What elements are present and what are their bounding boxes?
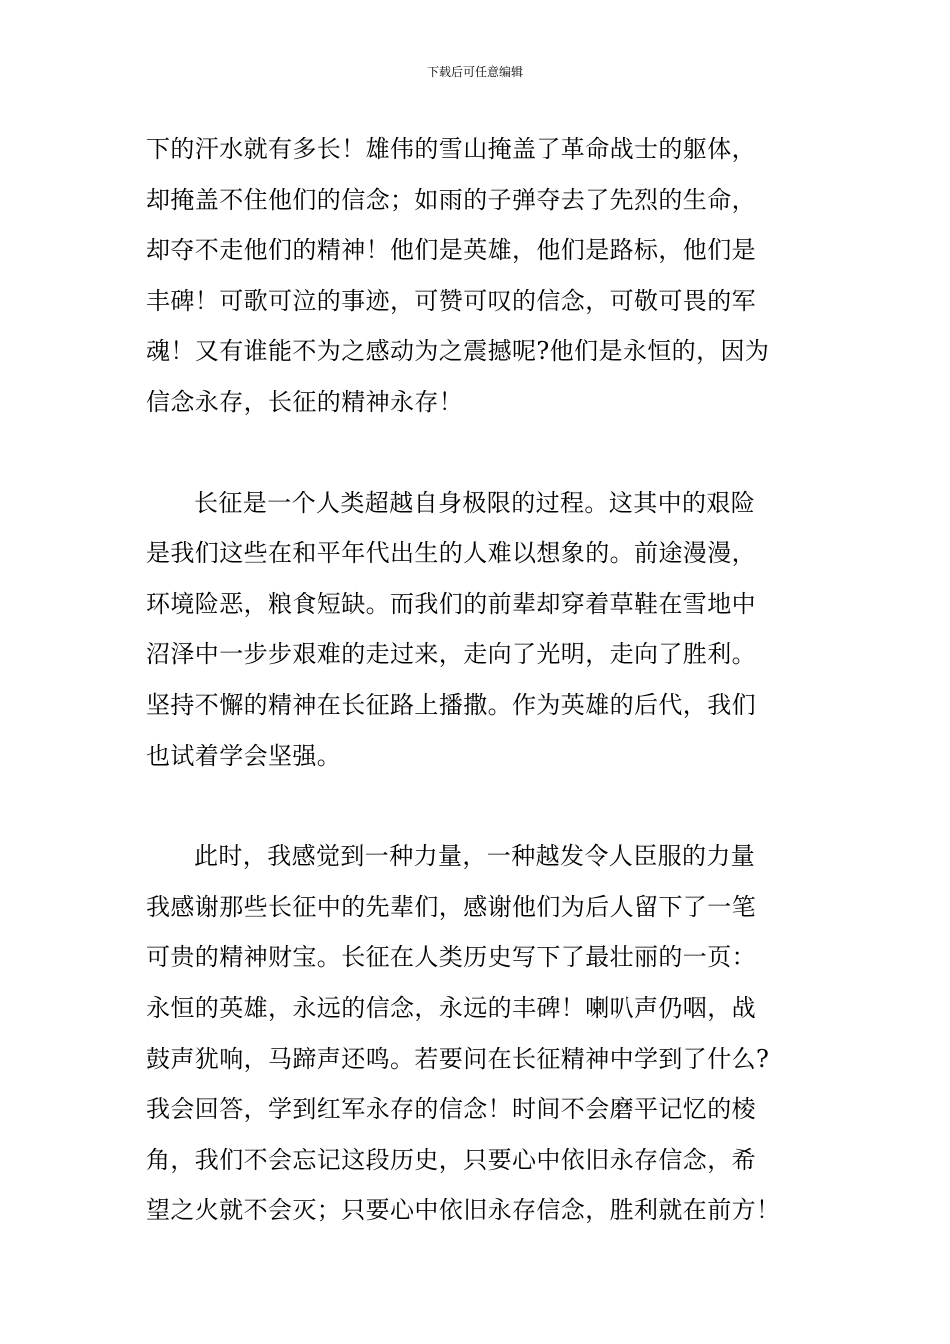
- text-line: 我会回答，学到红军永存的信念！时间不会磨平记忆的棱: [146, 1095, 756, 1124]
- text-line: 丰碑！可歌可泣的事迹，可赞可叹的信念，可敬可畏的军: [146, 286, 756, 315]
- text-line: 环境险恶，粮食短缺。而我们的前辈却穿着草鞋在雪地中: [146, 589, 756, 618]
- text-line: 长征是一个人类超越自身极限的过程。这其中的艰险: [194, 488, 756, 517]
- text-line: 可贵的精神财宝。长征在人类历史写下了最壮丽的一页：: [146, 943, 756, 972]
- paragraph-1: [146, 124, 810, 428]
- paragraph-spacer: [146, 781, 810, 831]
- paragraph-2: [146, 478, 810, 782]
- text-line: 魂！又有谁能不为之感动为之震撼呢?他们是永恒的，因为: [146, 337, 770, 366]
- text-line: 望之火就不会灭；只要心中依旧永存信念，胜利就在前方！: [146, 1196, 781, 1225]
- text-line: 是我们这些在和平年代出生的人难以想象的。前途漫漫，: [146, 539, 756, 568]
- paragraph-3: [146, 831, 810, 1236]
- text-line: 永恒的英雄，永远的信念，永远的丰碑！喇叭声仍咽，战: [146, 993, 756, 1022]
- paragraph-spacer: [146, 428, 810, 478]
- text-line: 信念永存，长征的精神永存！: [146, 387, 464, 416]
- text-line: 也试着学会坚强。: [146, 741, 342, 770]
- page-header-note: 下载后可任意编辑: [426, 65, 523, 79]
- text-line: 却掩盖不住他们的信念；如雨的子弹夺去了先烈的生命，: [146, 185, 756, 214]
- text-line: 沼泽中一步步艰难的走过来，走向了光明，走向了胜利。: [146, 640, 756, 669]
- text-line: 坚持不懈的精神在长征路上播撒。作为英雄的后代，我们: [146, 690, 756, 719]
- document-body: [146, 124, 810, 1236]
- text-line: 角，我们不会忘记这段历史，只要心中依旧永存信念，希: [146, 1145, 756, 1174]
- text-line: 下的汗水就有多长！雄伟的雪山掩盖了革命战士的躯体，: [146, 135, 756, 163]
- text-line: 此时，我感觉到一种力量，一种越发令人臣服的力量: [194, 842, 756, 871]
- text-line: 鼓声犹响，马蹄声还鸣。若要问在长征精神中学到了什么?: [146, 1044, 770, 1073]
- text-line: 却夺不走他们的精神！他们是英雄，他们是路标，他们是: [146, 236, 756, 265]
- text-line: 我感谢那些长征中的先辈们，感谢他们为后人留下了一笔: [146, 892, 756, 921]
